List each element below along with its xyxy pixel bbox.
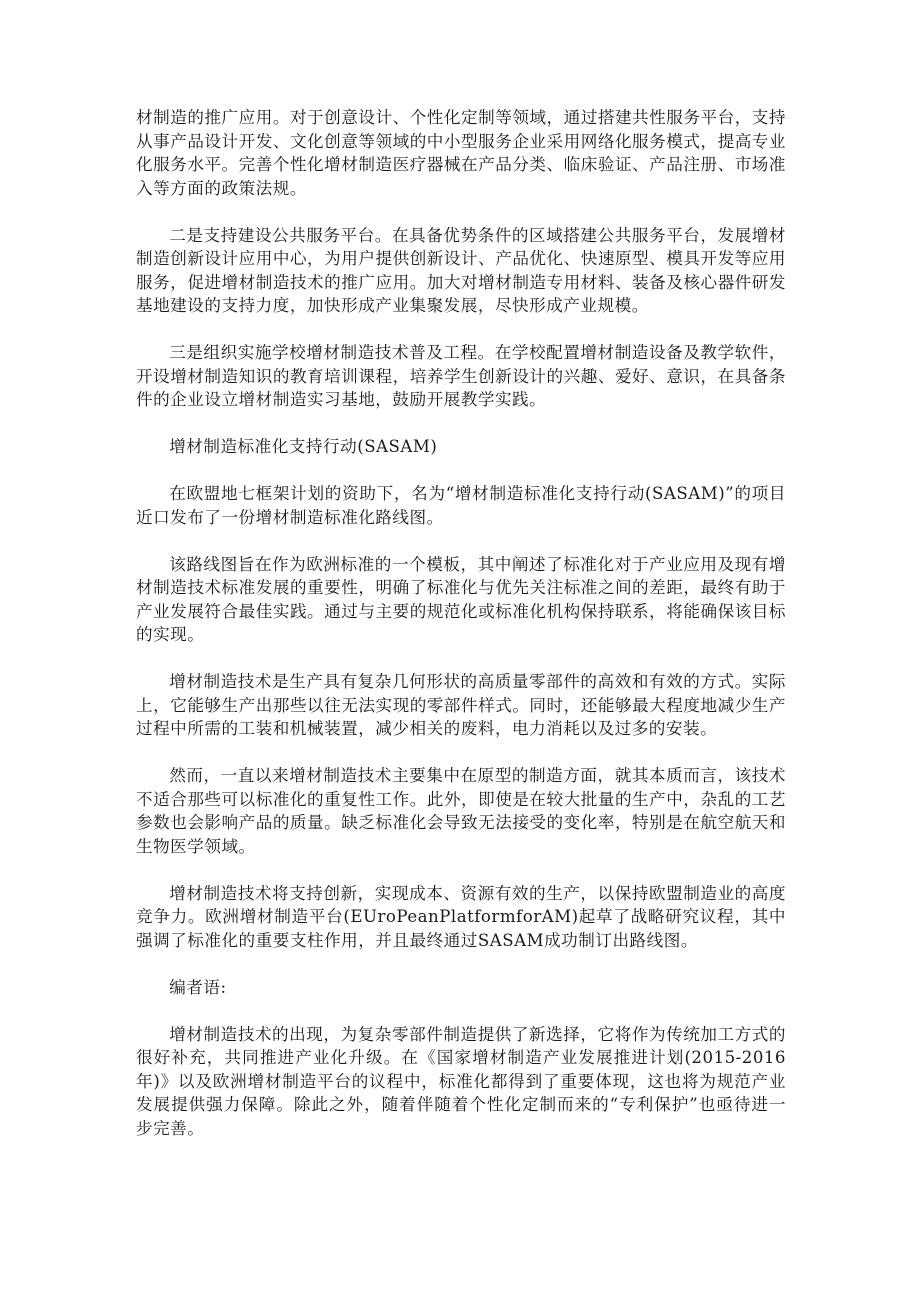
editor-note-heading: 编者语: <box>169 977 227 997</box>
paragraph-sasam-roadmap: 在欧盟地七框架计划的资助下，名为“增材制造标准化支持行动(SASAM)”的项目近口发布了一份增材制造标准化路线图。 <box>136 484 786 527</box>
section-heading-sasam: 增材制造标准化支持行动(SASAM) <box>169 437 438 456</box>
paragraph-roadmap-purpose: 该路线图旨在作为欧洲标准的一个模板，其中阐述了标准化对于产业应用及现有增材制造技术标准发展的重要性，明确了标准化与优先关注标准之间的差距，最终有助于产业发展符合最佳实践。通过与主要的规范化或标准化机构保持联系，将能确保该目标的实现。 <box>136 554 786 644</box>
paragraph-am-technology: 增材制造技术是生产具有复杂几何形状的高质量零部件的高效和有效的方式。实际上，它能够生产出那些以往无法实现的零部件样式。同时，还能够最大程度地减少生产过程中所需的工装和机械装置，减少相关的废料，电力消耗以及过多的安装。 <box>136 672 786 738</box>
paragraph-public-service-platform: 二是支持建设公共服务平台。在具备优势条件的区域搭建公共服务平台，发展增材制造创新设计应用中心，为用户提供创新设计、产品优化、快速原型、模具开发等应用服务，促进增材制造技术的推广应用。加大对增材制造专用材料、装备及核心器件研发基地建设的支持力度，加快形成产业集聚发展，尽快形成产业规模。 <box>136 225 786 315</box>
paragraph-editor-note: 增材制造技术的出现，为复杂零部件制造提供了新选择，它将作为传统加工方式的很好补充，共同推进产业化升级。在《国家增材制造产业发展推进计划(2015-2016年)》以及欧洲增材制造平台的议程中，标准化都得到了重要体现，这也将为规范产业发展提供强力保障。除此之外，随着伴随着个性化定制而来的“专利保护”也亟待进一步完善。 <box>136 1024 786 1138</box>
paragraph-am-limitations: 然而，一直以来增材制造技术主要集中在原型的制造方面，就其本质而言，该技术不适合那些可以标准化的重复性工作。此外，即使是在较大批量的生产中，杂乱的工艺参数也会影响产品的质量。缺乏标准化会导致无法接受的变化率，特别是在航空航天和生物医学领域。 <box>136 766 786 856</box>
paragraph-school-program: 三是组织实施学校增材制造技术普及工程。在学校配置增材制造设备及教学软件，开设增材制造知识的教育培训课程，培养学生创新设计的兴趣、爱好、意识，在具备条件的企业设立增材制造实习基地，鼓励开展教学实践。 <box>136 343 786 409</box>
paragraph-am-innovation: 增材制造技术将支持创新，实现成本、资源有效的生产，以保持欧盟制造业的高度竞争力。欧洲增材制造平台(EUroPeanPlatformforAM)起草了战略研究议程，其中强调了标准化的重要支柱作用，并且最终通过SASAM成功制订出路线图。 <box>136 883 786 950</box>
paragraph-continuation: 材制造的推广应用。对于创意设计、个性化定制等领域，通过搭建共性服务平台，支持从事产品设计开发、文化创意等领域的中小型服务企业采用网络化服务模式，提高专业化服务水平。完善个性化增材制造医疗器械在产品分类、临床验证、产品注册、市场准入等方面的政策法规。 <box>136 108 786 198</box>
document-page <box>136 106 786 1164</box>
